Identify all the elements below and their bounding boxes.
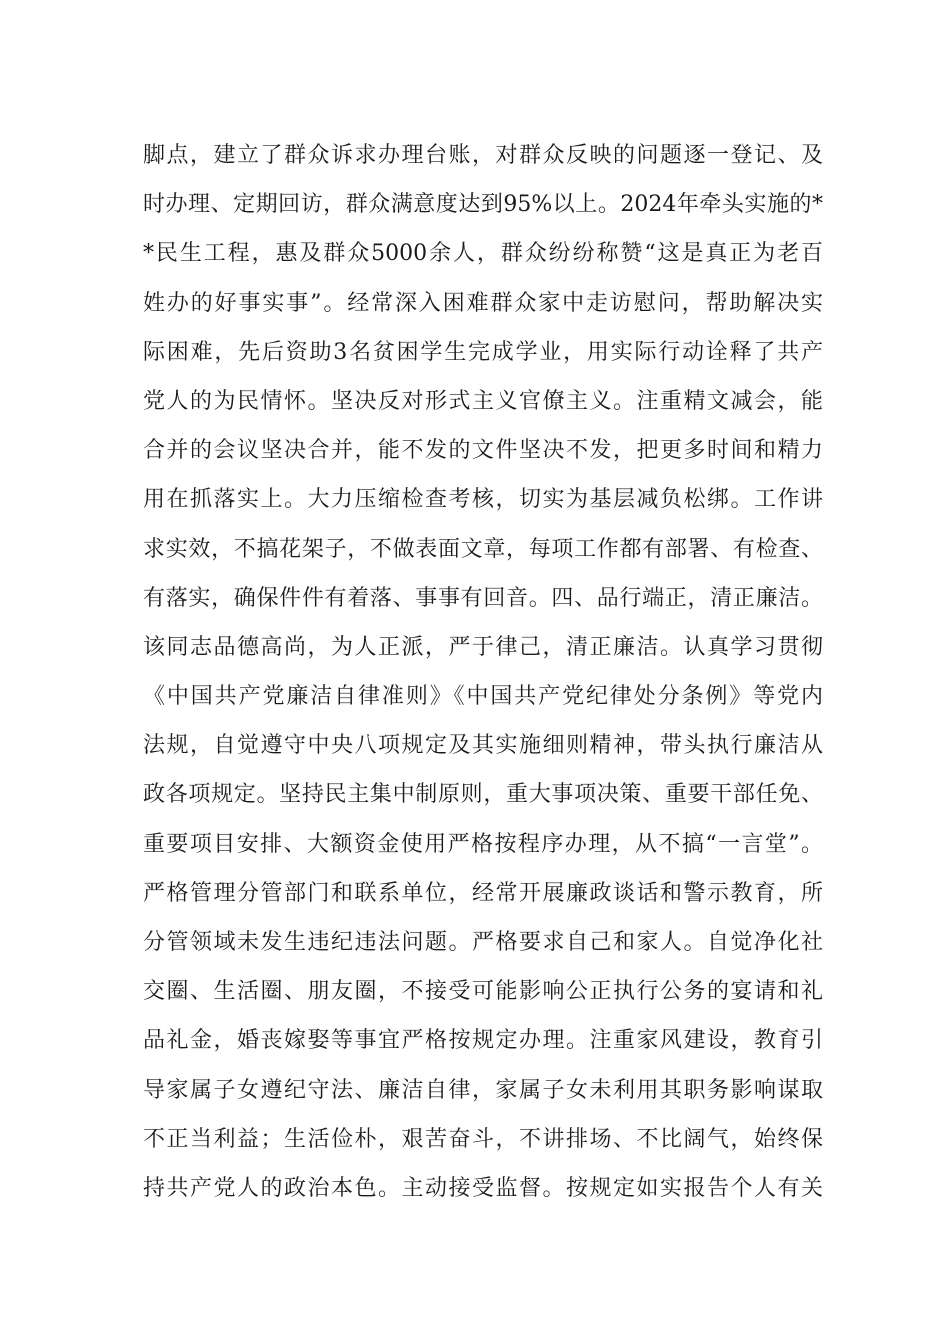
text-line: 际困难，先后资助3名贫困学生完成学业，用实际行动诠释了共产 xyxy=(143,339,823,365)
text-line: 党人的为民情怀。坚决反对形式主义官僚主义。注重精文减会，能 xyxy=(143,388,823,414)
text-line: 该同志品德高尚，为人正派，严于律己，清正廉洁。认真学习贯彻 xyxy=(143,634,823,660)
text-line: 脚点，建立了群众诉求办理台账，对群众反映的问题逐一登记、及 xyxy=(143,143,823,168)
text-line: 不正当利益；生活俭朴，艰苦奋斗，不讲排场、不比阔气，始终保 xyxy=(143,1126,823,1152)
text-line: *民生工程，惠及群众5000余人，群众纷纷称赞“这是真正为老百 xyxy=(143,241,823,267)
text-line: 《中国共产党廉洁自律准则》《中国共产党纪律处分条例》等党内 xyxy=(143,684,823,710)
text-line: 求实效，不搞花架子，不做表面文章，每项工作都有部署、有检查、 xyxy=(143,536,823,562)
text-line: 姓办的好事实事”。经常深入困难群众家中走访慰问，帮助解决实 xyxy=(143,290,823,316)
text-line: 分管领域未发生违纪违法问题。严格要求自己和家人。自觉净化社 xyxy=(143,930,823,955)
text-line: 合并的会议坚决合并，能不发的文件坚决不发，把更多时间和精力 xyxy=(143,438,823,464)
text-line: 严格管理分管部门和联系单位，经常开展廉政谈话和警示教育，所 xyxy=(143,880,823,906)
text-line: 时办理、定期回访，群众满意度达到95%以上。2024年牵头实施的* xyxy=(143,192,823,218)
text-line: 法规，自觉遵守中央八项规定及其实施细则精神，带头执行廉洁从 xyxy=(143,733,823,759)
text-line: 有落实，确保件件有着落、事事有回音。四、品行端正，清正廉洁。 xyxy=(143,585,823,611)
text-line: 品礼金，婚丧嫁娶等事宜严格按规定办理。注重家风建设，教育引 xyxy=(143,1028,823,1054)
text-line: 政各项规定。坚持民主集中制原则，重大事项决策、重要干部任免、 xyxy=(143,782,823,808)
text-line: 交圈、生活圈、朋友圈，不接受可能影响公正执行公务的宴请和礼 xyxy=(143,979,823,1005)
body-text xyxy=(143,131,823,1213)
text-line: 用在抓落实上。大力压缩检查考核，切实为基层减负松绑。工作讲 xyxy=(143,487,823,513)
text-line: 持共产党人的政治本色。主动接受监督。按规定如实报告个人有关 xyxy=(143,1175,823,1201)
text-line: 重要项目安排、大额资金使用严格按程序办理，从不搞“一言堂”。 xyxy=(143,831,823,857)
text-line: 导家属子女遵纪守法、廉洁自律，家属子女未利用其职务影响谋取 xyxy=(143,1077,823,1103)
